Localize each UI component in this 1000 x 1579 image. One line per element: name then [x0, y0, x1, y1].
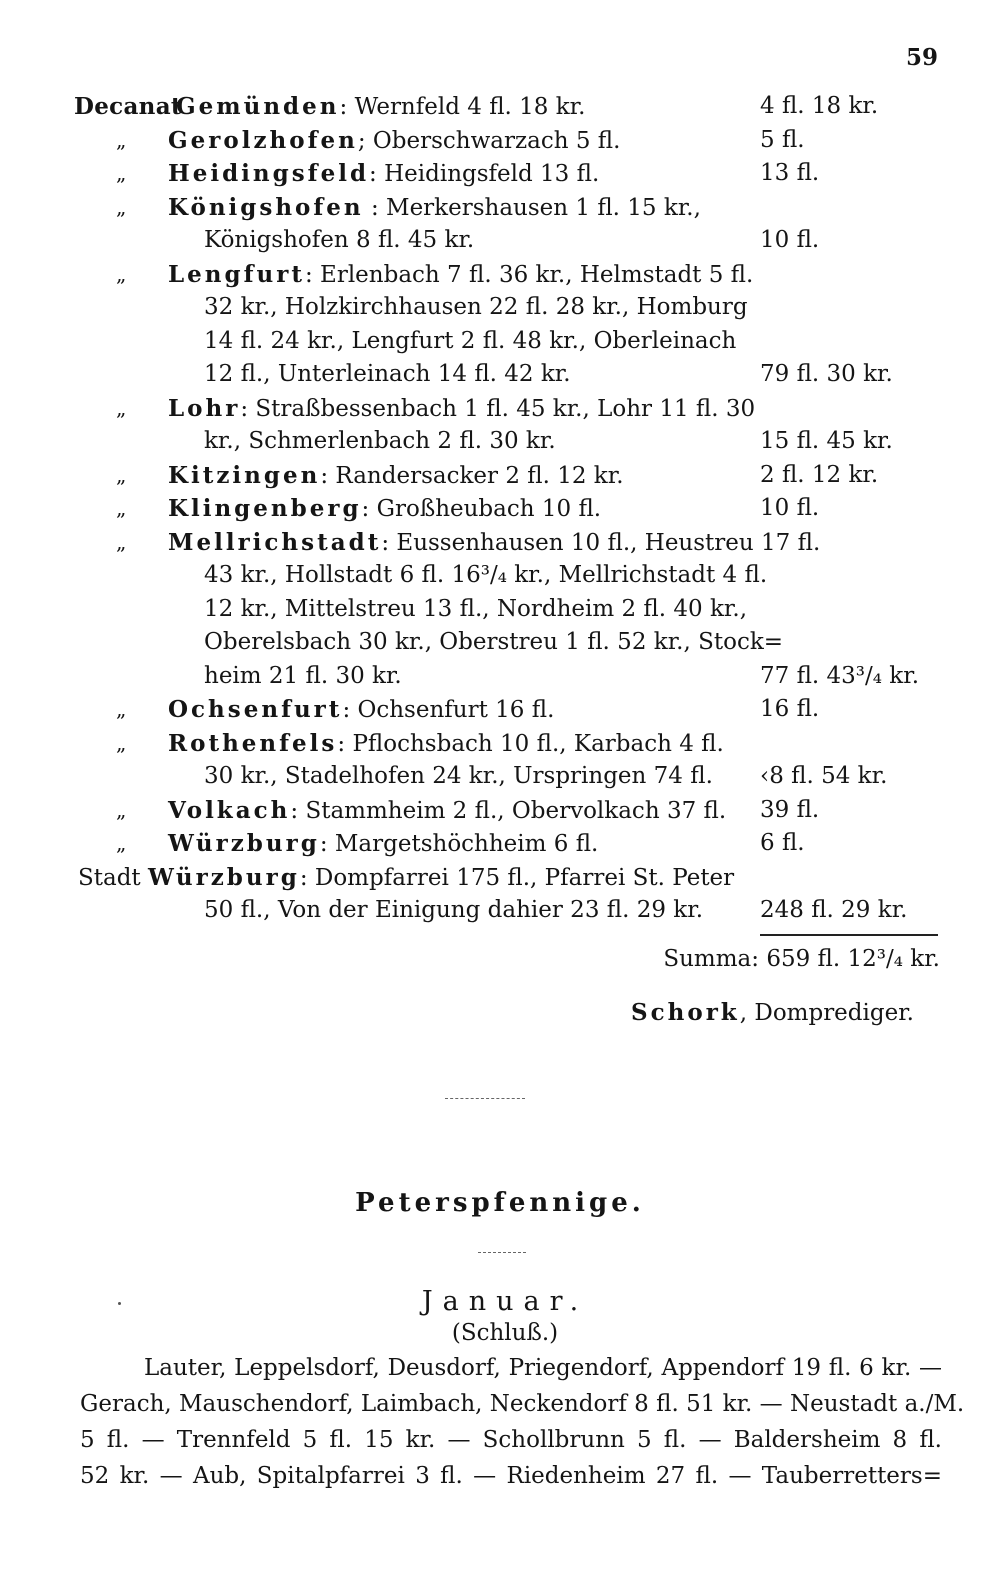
entry-parishes: Stammheim 2 fl., Obervolkach 37 fl.: [305, 797, 727, 824]
entry-parishes: Oberschwarzach 5 fl.: [372, 127, 621, 154]
deanery-name: Gemünden: [176, 93, 340, 120]
entry-separator: :: [240, 395, 249, 422]
sum-rule: [760, 934, 938, 936]
ledger-entry: [0, 157, 1000, 191]
ledger-line: [0, 157, 1000, 191]
entry-text: [168, 124, 620, 159]
ledger-line: [0, 861, 1000, 895]
deanery-name: Ochsenfurt: [168, 696, 343, 723]
ledger-line: [0, 559, 1000, 593]
ledger-entry: [0, 727, 1000, 794]
ledger-entry: [0, 90, 1000, 124]
ditto-mark: „: [116, 127, 127, 152]
entry-amount: 10 fl.: [760, 227, 820, 253]
signature-name: Schork: [631, 999, 740, 1026]
deanery-name: Heidingsfeld: [168, 160, 370, 187]
entry-amount: 10 fl.: [760, 495, 820, 521]
entry-separator: :: [339, 94, 348, 120]
month-note: (Schluß.): [451, 1320, 559, 1346]
entry-amount: 4 fl. 18 kr.: [760, 93, 879, 119]
ledger-line: [0, 760, 1000, 794]
donation-paragraph: [80, 1350, 965, 1494]
entry-amount: 77 fl. 43³/₄ kr.: [760, 662, 920, 689]
entry-parishes: Eussenhausen 10 fl., Heustreu 17 fl.: [396, 529, 821, 556]
entry-separator: :: [320, 462, 329, 489]
entry-text: [168, 827, 598, 862]
ledger-line: [0, 827, 1000, 861]
section-divider: [445, 1098, 525, 1099]
deanery-name: Würzburg: [168, 830, 320, 857]
ditto-mark: „: [116, 797, 127, 822]
ledger-line: [0, 660, 1000, 694]
entry-continuation: 30 kr., Stadelhofen 24 kr., Urspringen 74 fl.: [204, 763, 713, 789]
deanery-name: Klingenberg: [168, 495, 362, 522]
ledger-line: [0, 459, 1000, 493]
ledger-line: [0, 593, 1000, 627]
ditto-mark: „: [116, 697, 127, 721]
entry-amount: 39 fl.: [760, 796, 820, 823]
entry-parishes: Dompfarrei 175 fl., Pfarrei St. Peter: [314, 864, 735, 891]
entry-text: [168, 392, 755, 427]
deanery-name: Rothenfels: [168, 729, 338, 757]
entry-continuation: 32 kr., Holzkirchhausen 22 fl. 28 kr., Homburg: [204, 294, 748, 320]
stadt-entry: [0, 861, 1000, 928]
ledger-entry: [0, 124, 1000, 158]
ledger-line: [0, 894, 1000, 928]
city-name: Würzburg: [148, 863, 300, 891]
entry-parishes: Straßbessenbach 1 fl. 45 kr., Lohr 11 fl. 30: [255, 395, 756, 422]
entry-continuation: 43 kr., Hollstadt 6 fl. 16³/₄ kr., Mellrichstadt 4 fl.: [204, 562, 768, 588]
entry-text: [168, 191, 701, 226]
entry-separator: :: [319, 831, 328, 857]
entry-text: [168, 157, 599, 192]
entry-amount: 5 fl.: [760, 126, 805, 153]
entry-parishes: Großheubach 10 fl.: [376, 496, 602, 522]
deanery-name: Volkach: [168, 796, 291, 824]
ledger-line: [0, 224, 1000, 258]
entry-continuation: kr., Schmerlenbach 2 fl. 30 kr.: [204, 428, 556, 454]
summa-label: Summa:: [663, 946, 760, 972]
entry-continuation: 50 fl., Von der Einigung dahier 23 fl. 29 kr.: [204, 897, 704, 923]
entry-parishes: Erlenbach 7 fl. 36 kr., Helmstadt 5 fl.: [320, 261, 754, 288]
ledger-line: [0, 626, 1000, 660]
entry-separator: :: [304, 261, 313, 288]
entry-continuation: 12 fl., Unterleinach 14 fl. 42 kr.: [204, 361, 571, 387]
ditto-mark: „: [116, 161, 127, 185]
entry-parishes: Randersacker 2 fl. 12 kr.: [335, 462, 624, 489]
entry-amount: ‹8 fl. 54 kr.: [760, 763, 888, 789]
ledger-line: [0, 325, 1000, 359]
ledger-line: [0, 492, 1000, 526]
entry-separator: :: [363, 194, 379, 221]
ledger-line: [0, 425, 1000, 459]
entry-separator: :: [299, 864, 308, 891]
ledger-entry: [0, 191, 1000, 258]
stadt-label: Stadt: [78, 864, 141, 891]
paragraph-line: 52 kr. — Aub, Spitalpfarrei 3 fl. — Riedenheim 27 fl. — Tauberretters=: [80, 1463, 942, 1489]
entry-text: [168, 693, 554, 728]
page-number: 59: [905, 44, 938, 71]
month-heading: Januar.: [421, 1286, 589, 1317]
ditto-mark: „: [116, 395, 127, 420]
entry-parishes: Wernfeld 4 fl. 18 kr.: [354, 94, 586, 120]
entry-continuation: 14 fl. 24 kr., Lengfurt 2 fl. 48 kr., Oberleinach: [204, 327, 737, 354]
ledger-line: [0, 191, 1000, 225]
ditto-mark: „: [116, 831, 127, 855]
ledger-entry: [0, 526, 1000, 694]
entry-continuation: Oberelsbach 30 kr., Oberstreu 1 fl. 52 kr., Stock=: [204, 629, 784, 655]
entry-parishes: Ochsenfurt 16 fl.: [357, 697, 555, 723]
ledger-entry: [0, 392, 1000, 459]
entry-separator: :: [342, 697, 351, 723]
entry-separator: :: [381, 529, 390, 556]
entry-text: [168, 258, 753, 293]
summa-line: [600, 942, 940, 976]
entry-amount: 6 fl.: [760, 830, 805, 856]
ledger-entry: [0, 794, 1000, 828]
entry-parishes: Pflochsbach 10 fl., Karbach 4 fl.: [352, 730, 724, 757]
ledger-line: [0, 291, 1000, 325]
ditto-mark: „: [116, 462, 127, 487]
entry-amount: 79 fl. 30 kr.: [760, 361, 893, 387]
ditto-mark: „: [116, 529, 127, 554]
ledger-entry: [0, 258, 1000, 392]
section-title: Peterspfennige.: [355, 1188, 645, 1218]
entry-parishes: Heidingsfeld 13 fl.: [384, 161, 600, 187]
entry-amount: 16 fl.: [760, 696, 820, 722]
entry-text: [176, 90, 585, 125]
ledger-entry: [0, 459, 1000, 493]
ditto-mark: „: [116, 730, 127, 755]
ledger-line: [0, 526, 1000, 560]
paragraph-line: Gerach, Mauschendorf, Laimbach, Neckendorf 8 fl. 51 kr. — Neustadt a./M.: [80, 1391, 965, 1417]
entry-continuation: heim 21 fl. 30 kr.: [204, 662, 402, 689]
entry-separator: :: [361, 496, 370, 522]
ledger-line: [0, 124, 1000, 158]
entry-text: [168, 526, 820, 561]
entry-text: [168, 492, 601, 527]
entry-amount: 15 fl. 45 kr.: [760, 428, 893, 454]
entry-amount: 248 fl. 29 kr.: [760, 897, 908, 923]
entry-continuation: 12 kr., Mittelstreu 13 fl., Nordheim 2 fl. 40 kr.,: [204, 595, 748, 622]
entry-amount: 2 fl. 12 kr.: [760, 461, 879, 488]
ledger-entry: [0, 827, 1000, 861]
entry-parishes: Margetshöchheim 6 fl.: [334, 831, 599, 857]
deanery-name: Königshofen: [168, 193, 364, 221]
entry-text: [168, 459, 624, 494]
entry-text: [78, 861, 734, 896]
ledger-entry: [0, 693, 1000, 727]
entry-parishes: Merkershausen 1 fl. 15 kr.,: [386, 194, 701, 221]
entry-separator: :: [290, 797, 299, 824]
deanery-name: Gerolzhofen: [168, 126, 358, 154]
title-divider: [478, 1252, 526, 1253]
summa-amount: 659 fl. 12³/₄ kr.: [766, 946, 940, 972]
paragraph-line: Lauter, Leppelsdorf, Deusdorf, Priegendorf, Appendorf 19 fl. 6 kr. —: [144, 1355, 942, 1381]
entry-separator: :: [369, 161, 377, 187]
ledger-line: [0, 358, 1000, 392]
entry-text: [168, 794, 726, 829]
ditto-mark: „: [116, 261, 127, 286]
entry-text: [168, 727, 724, 762]
print-speck: [118, 1302, 121, 1305]
paragraph-line: 5 fl. — Trennfeld 5 fl. 15 kr. — Schollbrunn 5 fl. — Baldersheim 8 fl.: [80, 1427, 942, 1453]
deanery-name: Kitzingen: [168, 461, 321, 489]
deanery-name: Mellrichstadt: [168, 528, 382, 556]
entry-separator: ;: [357, 127, 366, 154]
signature-title: , Domprediger.: [739, 1000, 914, 1026]
entry-amount: 13 fl.: [760, 160, 820, 186]
ledger-line: [0, 258, 1000, 292]
ditto-mark: „: [116, 194, 127, 219]
entry-continuation: Königshofen 8 fl. 45 kr.: [204, 227, 475, 253]
donation-ledger: [0, 90, 1000, 928]
decanat-label: Decanat: [74, 93, 182, 120]
ledger-entry: [0, 492, 1000, 526]
deanery-name: Lohr: [168, 394, 241, 422]
ledger-line: [0, 693, 1000, 727]
ledger-line: [0, 794, 1000, 828]
deanery-name: Lengfurt: [168, 260, 305, 288]
ditto-mark: „: [116, 496, 127, 520]
ledger-line: [0, 727, 1000, 761]
ledger-line: [0, 90, 1000, 124]
entry-separator: :: [337, 730, 346, 757]
signature: [540, 996, 914, 1030]
ledger-line: [0, 392, 1000, 426]
